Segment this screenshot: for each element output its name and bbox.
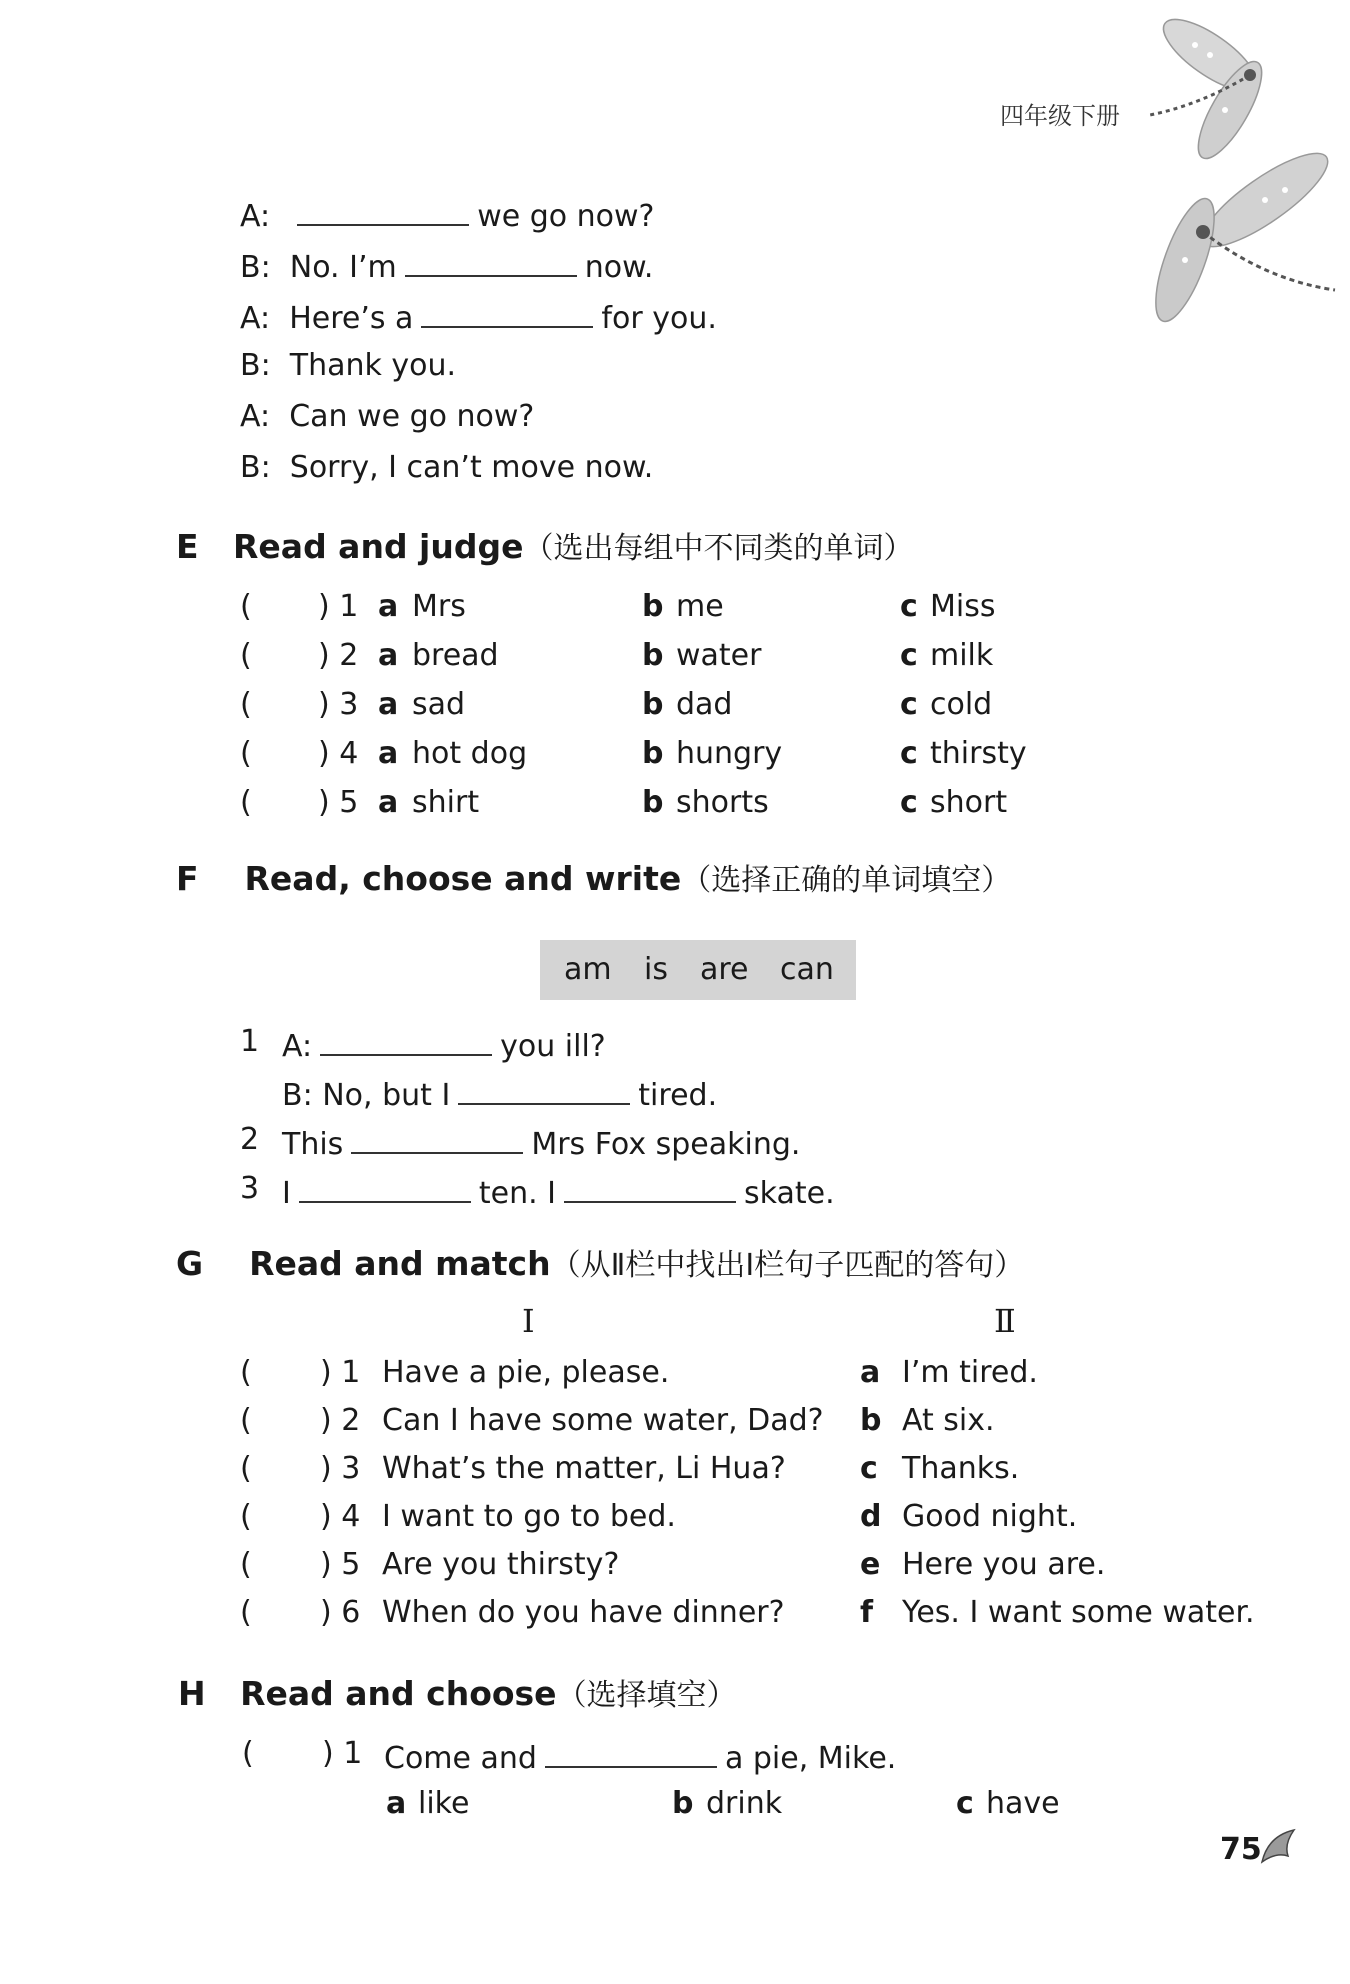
answer-blank[interactable] [458, 1073, 630, 1105]
dialogue-line: B: No. I’m now. [240, 245, 653, 286]
answer-blank[interactable] [545, 1736, 717, 1768]
dialogue-line: A: Here’s a for you. [240, 296, 717, 337]
dialogue-line: B: Sorry, I can’t move now. [240, 450, 654, 485]
fill-line: I ten. I skate. [282, 1171, 835, 1212]
dragonfly-icon [1140, 15, 1340, 165]
answer-paren[interactable]: ( [240, 1403, 252, 1438]
fill-line: This Mrs Fox speaking. [282, 1122, 800, 1163]
answer-paren[interactable]: ( [240, 1499, 252, 1534]
answer-paren[interactable]: ( [240, 638, 252, 673]
answer-paren[interactable]: ( [240, 687, 252, 722]
page-number: 75 [1220, 1832, 1262, 1867]
answer-blank[interactable] [564, 1171, 736, 1203]
word-bank: am is are can [540, 940, 856, 1000]
section-heading-f: F Read, choose and write（选择正确的单词填空） [176, 859, 1012, 898]
answer-blank[interactable] [299, 1171, 471, 1203]
fill-line: A: you ill? [282, 1024, 606, 1065]
section-heading-e: E Read and judge（选出每组中不同类的单词） [176, 527, 914, 566]
answer-blank[interactable] [351, 1122, 523, 1154]
dragonfly-icon [1135, 150, 1345, 350]
answer-blank[interactable] [421, 296, 593, 328]
answer-paren[interactable]: ( [240, 1355, 252, 1390]
dialogue-line: B: Thank you. [240, 348, 457, 383]
section-heading-g: G Read and match（从Ⅱ栏中找出Ⅰ栏句子匹配的答句） [176, 1244, 1025, 1283]
answer-blank[interactable] [405, 245, 577, 277]
answer-paren[interactable]: ( [240, 785, 252, 820]
answer-paren[interactable]: ( [240, 1547, 252, 1582]
answer-blank[interactable] [320, 1024, 492, 1056]
answer-paren[interactable]: ( [240, 1595, 252, 1630]
dialogue-line: A: we go now? [240, 194, 654, 235]
fill-line: B: No, but I tired. [282, 1073, 717, 1114]
leaf-icon [1258, 1826, 1298, 1866]
dialogue-line: A: Can we go now? [240, 399, 535, 434]
section-heading-h: H Read and choose（选择填空） [178, 1674, 737, 1713]
column-header: Ⅰ [522, 1302, 535, 1340]
answer-paren[interactable]: ( [242, 1736, 254, 1771]
column-header: Ⅱ [994, 1302, 1016, 1340]
answer-paren[interactable]: ( [240, 589, 252, 624]
grade-label: 四年级下册 [1000, 102, 1120, 130]
answer-blank[interactable] [297, 194, 469, 226]
answer-paren[interactable]: ( [240, 1451, 252, 1486]
answer-paren[interactable]: ( [240, 736, 252, 771]
